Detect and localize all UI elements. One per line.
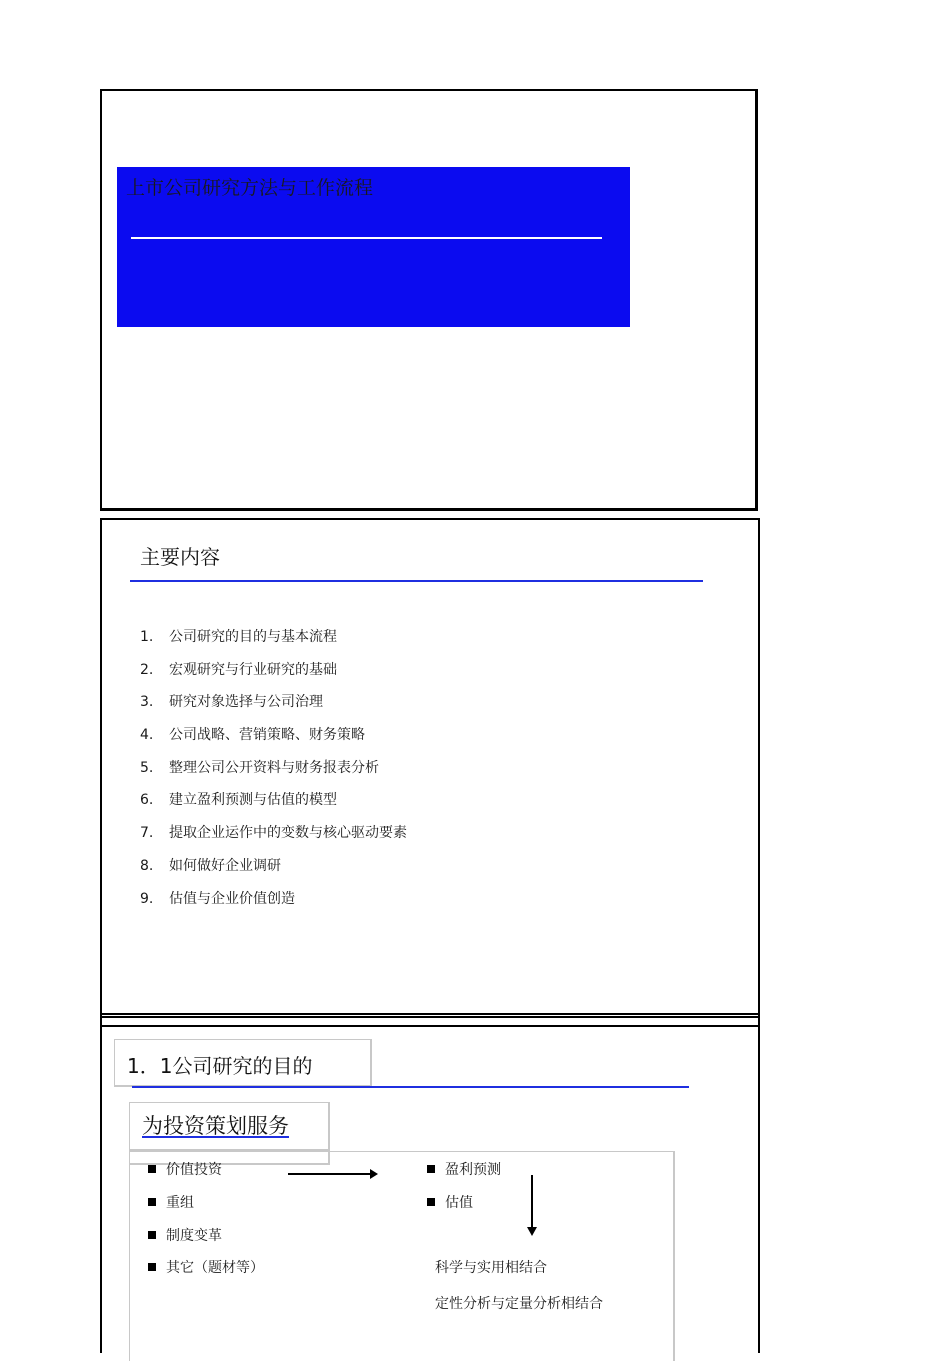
toc-item <box>140 693 407 726</box>
toc-text: 公司战略、营销策略、财务策略 <box>169 727 365 744</box>
arrow-down-head-icon <box>527 1227 537 1236</box>
toc-text: 如何做好企业调研 <box>169 857 281 874</box>
bullet-text: 估值 <box>445 1195 473 1211</box>
contents-slide <box>100 518 760 1018</box>
toc-text: 研究对象选择与公司治理 <box>169 694 323 711</box>
toc-item <box>140 824 407 857</box>
heading-divider <box>130 580 703 582</box>
bullet-item <box>427 1194 473 1212</box>
toc-text: 提取企业运作中的变数与核心驱动要素 <box>169 825 407 842</box>
section-divider <box>132 1086 689 1088</box>
section-heading-box <box>114 1039 372 1087</box>
toc-text: 公司研究的目的与基本流程 <box>169 629 337 645</box>
conclusion-text: 定性分析与定量分析相结合 <box>435 1296 603 1312</box>
arrow-right-head-icon <box>370 1169 378 1179</box>
square-bullet-icon <box>148 1231 156 1239</box>
toc-item <box>140 759 407 792</box>
arrow-right-icon <box>288 1173 372 1175</box>
square-bullet-icon <box>427 1198 435 1206</box>
toc-text: 建立盈利预测与估值的模型 <box>169 792 337 809</box>
bullet-text: 制度变革 <box>166 1228 222 1244</box>
toc-text: 宏观研究与行业研究的基础 <box>169 661 337 678</box>
subtitle: 为投资策划服务 <box>142 1114 289 1138</box>
square-bullet-icon <box>148 1263 156 1271</box>
bullet-text: 其它（题材等） <box>166 1260 264 1276</box>
bullet-item <box>148 1194 194 1212</box>
table-of-contents <box>140 628 407 922</box>
square-bullet-icon <box>148 1165 156 1173</box>
toc-item <box>140 661 407 694</box>
conclusion-text: 科学与实用相结合 <box>435 1260 547 1276</box>
toc-item <box>140 726 407 759</box>
bullet-item <box>148 1161 222 1179</box>
toc-item <box>140 890 407 923</box>
title-banner <box>117 167 630 327</box>
square-bullet-icon <box>427 1165 435 1173</box>
toc-number: 6. <box>140 792 154 809</box>
toc-item <box>140 628 407 661</box>
square-bullet-icon <box>148 1198 156 1206</box>
arrow-down-icon <box>531 1175 533 1229</box>
toc-number: 1. <box>140 629 154 645</box>
bullet-item <box>427 1161 501 1179</box>
title-slide <box>100 89 758 511</box>
subtitle-box <box>129 1102 330 1151</box>
toc-number: 9. <box>140 890 154 907</box>
toc-number: 5. <box>140 759 154 776</box>
toc-number: 4. <box>140 727 154 744</box>
bullet-text: 价值投资 <box>166 1162 222 1178</box>
toc-item <box>140 791 407 824</box>
toc-item <box>140 857 407 890</box>
bullet-text: 重组 <box>166 1195 194 1211</box>
toc-number: 8. <box>140 857 154 874</box>
presentation-title: 上市公司研究方法与工作流程 <box>126 177 374 199</box>
title-divider <box>131 237 602 239</box>
toc-number: 7. <box>140 825 154 842</box>
section-heading: 1．1公司研究的目的 <box>127 1054 313 1078</box>
bullet-text: 盈利预测 <box>445 1162 501 1178</box>
toc-text: 估值与企业价值创造 <box>169 890 295 907</box>
bullet-item <box>148 1259 264 1277</box>
slide-separator <box>100 1025 760 1027</box>
purpose-slide <box>100 1013 760 1353</box>
toc-number: 2. <box>140 661 154 678</box>
bullet-item <box>148 1227 222 1245</box>
contents-heading: 主要内容 <box>140 545 220 569</box>
content-panel <box>129 1151 675 1361</box>
toc-text: 整理公司公开资料与财务报表分析 <box>169 759 379 776</box>
toc-number: 3. <box>140 694 154 711</box>
